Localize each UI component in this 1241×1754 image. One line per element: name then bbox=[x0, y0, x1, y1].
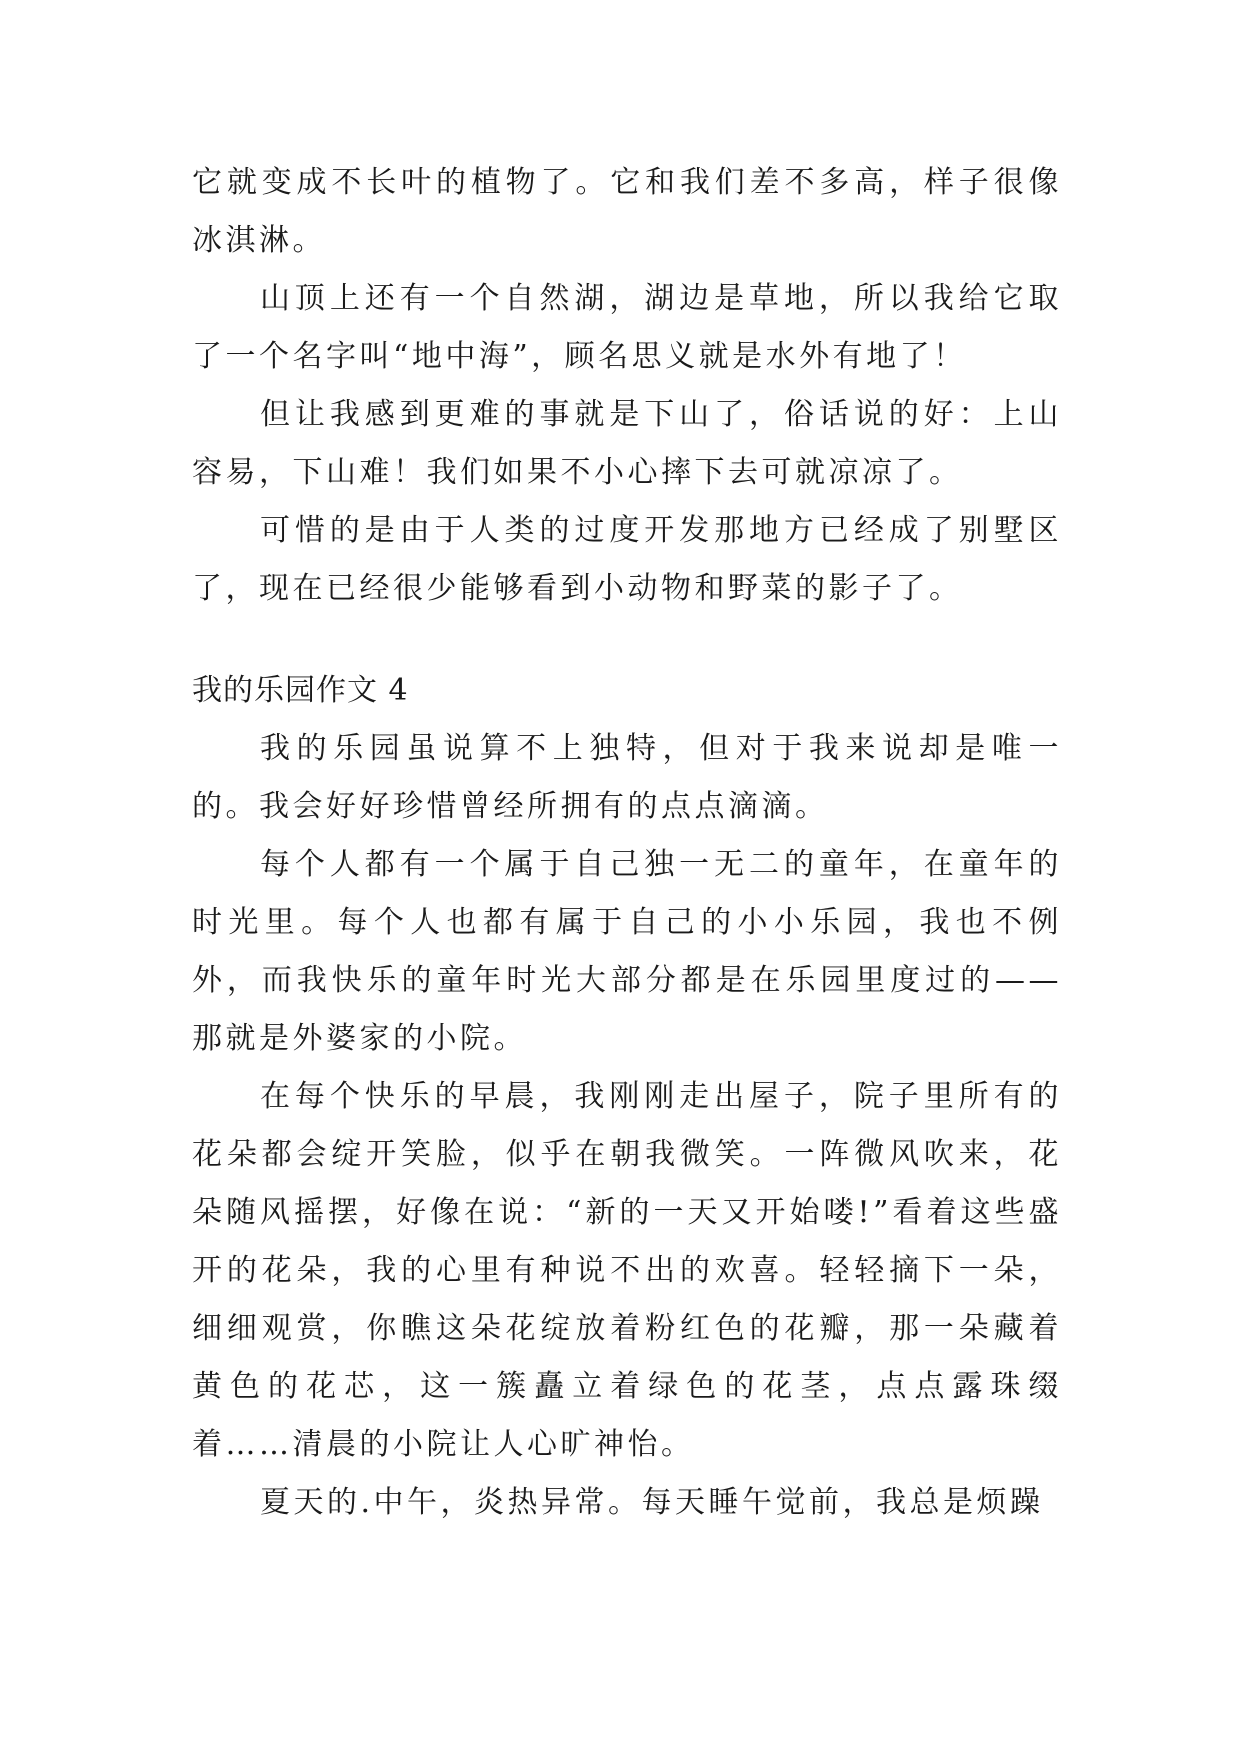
paragraph: 它就变成不长叶的植物了。它和我们差不多高，样子很像冰淇淋。 bbox=[192, 165, 1062, 258]
paragraph: 夏天的.中午，炎热异常。每天睡午觉前，我总是烦躁 bbox=[260, 1485, 1044, 1520]
paragraph: 山顶上还有一个自然湖，湖边是草地，所以我给它取了一个名字叫“地中海”，顾名思义就是水外有地了！ bbox=[192, 281, 1062, 374]
document-body bbox=[192, 154, 1062, 1532]
paragraph: 我的乐园虽说算不上独特，但对于我来说却是唯一的。我会好好珍惜曾经所拥有的点点滴滴。 bbox=[192, 731, 1062, 824]
paragraph: 但让我感到更难的事就是下山了，俗话说的好：上山容易，下山难！我们如果不小心摔下去可就凉凉了。 bbox=[192, 397, 1062, 490]
paragraph: 可惜的是由于人类的过度开发那地方已经成了别墅区了，现在已经很少能够看到小动物和野菜的影子了。 bbox=[192, 513, 1062, 606]
section-heading: 我的乐园作文 4 bbox=[192, 673, 409, 708]
paragraph: 在每个快乐的早晨，我刚刚走出屋子，院子里所有的花朵都会绽开笑脸，似乎在朝我微笑。一阵微风吹来，花朵随风摇摆，好像在说：“新的一天又开始喽!”看着这些盛开的花朵，我的心里有种说不出的欢喜。轻轻摘下一朵，细细观赏，你瞧这朵花绽放着粉红色的花瓣，那一朵藏着黄色的花芯，这一簇矗立着绿色的花茎，点点露珠缀着……清晨的小院让人心旷神怡。 bbox=[192, 1079, 1062, 1462]
paragraph: 每个人都有一个属于自己独一无二的童年，在童年的时光里。每个人也都有属于自己的小小乐园，我也不例外，而我快乐的童年时光大部分都是在乐园里度过的——那就是外婆家的小院。 bbox=[192, 847, 1062, 1056]
